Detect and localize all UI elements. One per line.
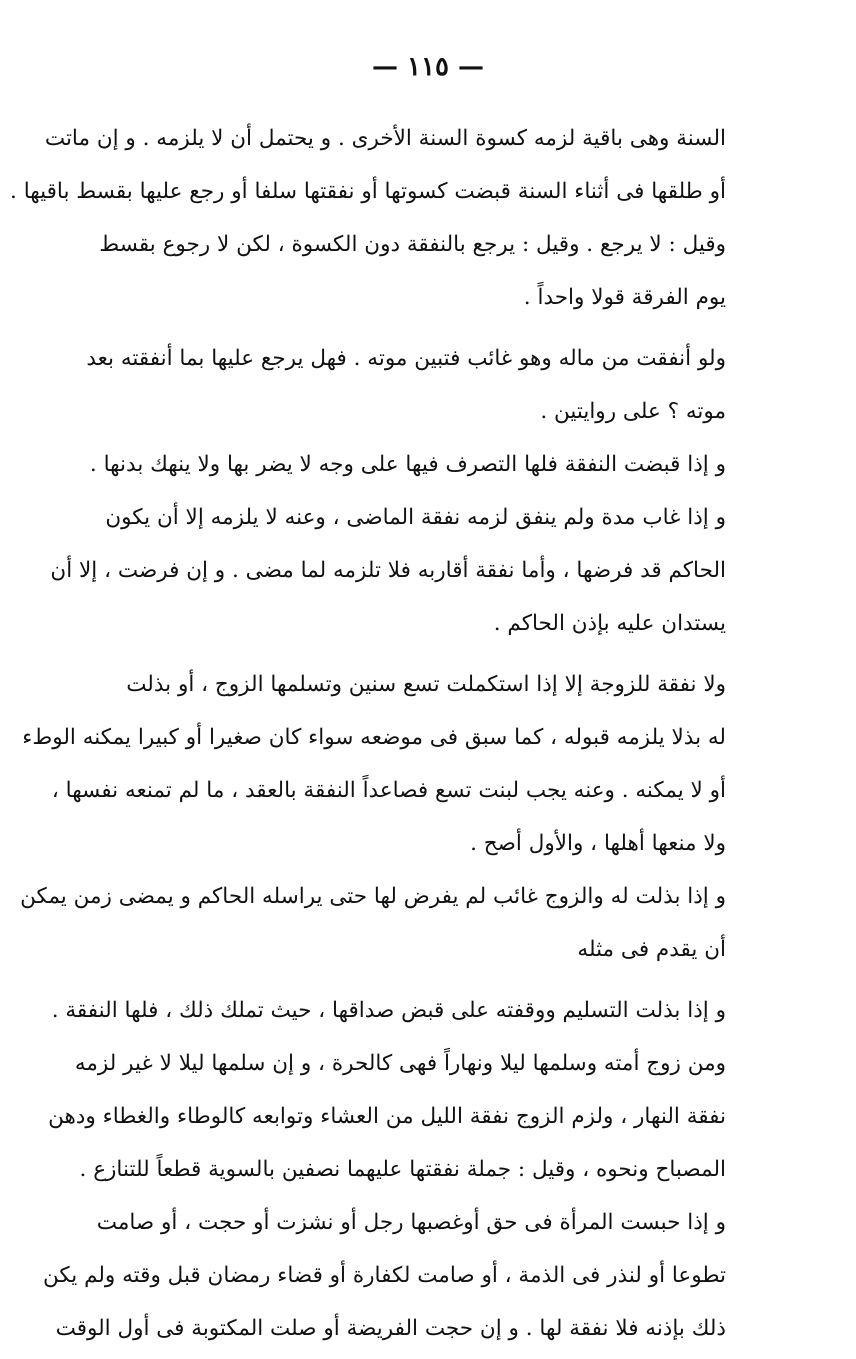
text-line: نفقة النهار ، ولزم الزوج نفقة الليل من العشاء وتوابعه كالوطاء والغطاء ودهن [48,1104,726,1129]
text-line: و إذا قبضت النفقة فلها التصرف فيها على وجه لا يضر بها ولا ينهك بدنها . [89,452,726,477]
text-line: موته ؟ على روايتين . [540,399,726,424]
text-line: أو لا يمكنه . وعنه يجب لبنت تسع فصاعداً النفقة بالعقد ، ما لم تمنعه نفسها ، [51,778,726,803]
text-line: ولا نفقة للزوجة إلا إذا استكملت تسع سنين وتسلمها الزوج ، أو بذلت [126,672,726,697]
text-line: أن يقدم فى مثله [577,937,726,962]
text-line: المصباح ونحوه ، وقيل : جملة نفقتها عليهما نصفين بالسوية قطعاً للتنازع . [79,1157,726,1182]
text-line: السنة وهى باقية لزمه كسوة السنة الأخرى . و يحتمل أن لا يلزمه . و إن ماتت [44,126,726,151]
text-line: و إذا حبست المرأة فى حق أوغصبها رجل أو نشزت أو حجت ، أو صامت [96,1210,726,1235]
page-number: — ١١٥ — [371,52,485,82]
text-line: أو طلقها فى أثناء السنة قبضت كسوتها أو نفقتها سلفا أو رجع عليها بقسط باقيها . [10,179,726,204]
text-line: يستدان عليه بإذن الحاكم . [493,611,726,636]
text-line: يوم الفرقة قولا واحداً . [523,285,726,310]
page-body-text [10,112,726,1355]
text-line: الحاكم قد فرضها ، وأما نفقة أقاربه فلا تلزمه لما مضى . و إن فرضت ، إلا أن [50,558,726,583]
text-line: و إذا غاب مدة ولم ينفق لزمه نفقة الماضى ، وعنه لا يلزمه إلا أن يكون [105,505,726,530]
text-line: وقيل : لا يرجع . وقيل : يرجع بالنفقة دون الكسوة ، لكن لا رجوع بقسط [99,232,726,257]
text-line: و إذا بذلت له والزوج غائب لم يفرض لها حتى يراسله الحاكم و يمضى زمن يمكن [20,884,726,909]
text-line: ومن زوج أمته وسلمها ليلا ونهاراً فهى كالحرة ، و إن سلمها ليلا لا غير لزمه [74,1051,726,1076]
text-line: له بذلا يلزمه قبوله ، كما سبق فى موضعه سواء كان صغيرا أو كبيرا يمكنه الوطء [22,725,726,750]
text-line: و إذا بذلت التسليم ووقفته على قبض صداقها ، حيث تملك ذلك ، فلها النفقة . [51,998,726,1023]
text-line: ذلك بإذنه فلا نفقة لها . و إن حجت الفريضة أو صلت المكتوبة فى أول الوقت [55,1316,726,1341]
text-line: تطوعا أو لنذر فى الذمة ، أو صامت لكفارة أو قضاء رمضان قبل وقته ولم يكن [43,1263,726,1288]
text-line: ولو أنفقت من ماله وهو غائب فتبين موته . فهل يرجع عليها بما أنفقته بعد [86,346,726,371]
text-line: ولا منعها أهلها ، والأول أصح . [470,831,726,856]
